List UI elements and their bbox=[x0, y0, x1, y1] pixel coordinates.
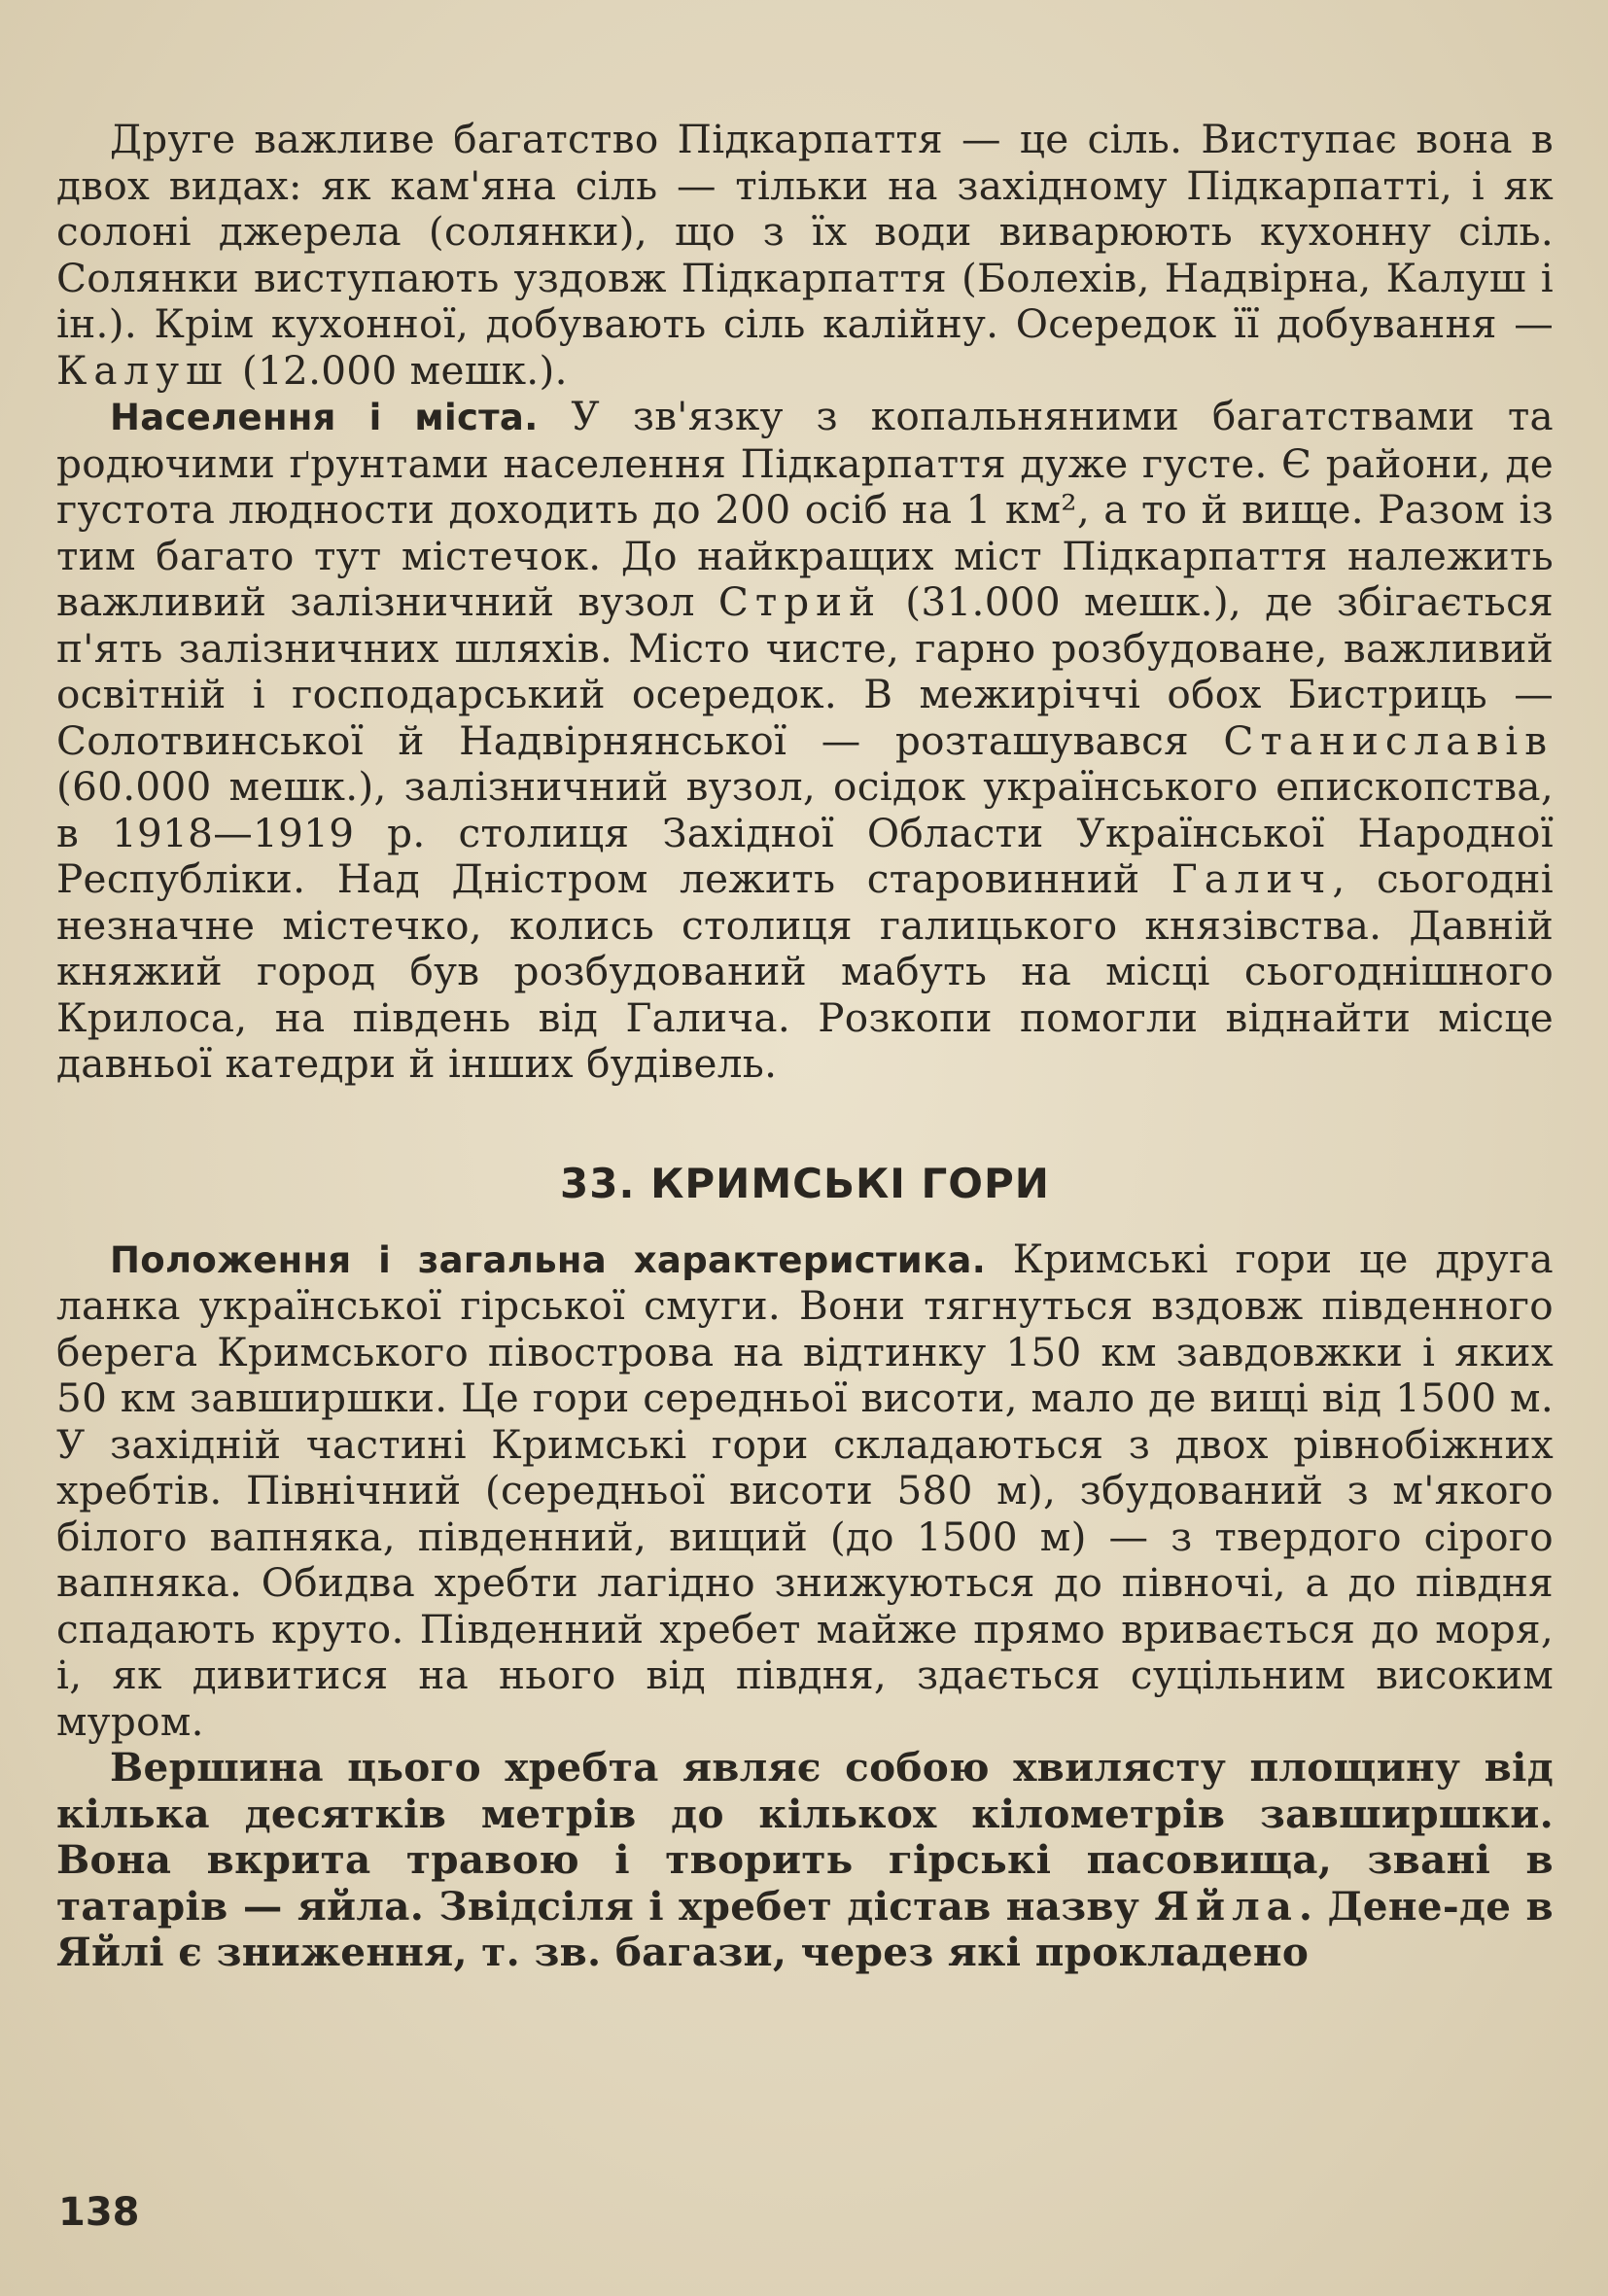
paragraph-population bbox=[56, 394, 1554, 1088]
text-run: Кримські гори це друга ланка української гірської смуги. Вони тягнуться вздовж південного берега Кримського півострова на відтинку 150 км завдовжки і яких 50 км завширшки. Це гори середньої висоти, мало де вищі від 1500 м. У західній частині Кримські гори складаються з двох рівнобіжних хребтів. Північний (середньої висоти 580 м), збудований з м'якого білого вапняка, південний, вищий (до 1500 м) — з твердого сірого вапняка. Обидва хребти лагідно знижуються до півночі, а до півдня спадають круто. Південний хребет майже прямо вривається до моря, і, як дивитися на нього від півдня, здається суцільним високим муром. bbox=[56, 1235, 1554, 1745]
text-run: , сьогодні незначне містечко, колись столиця галицького князівства. Давній княжий город був розбудований мабуть на місці сьогоднішного Крилоса, на південь від Галича. Розкопи помогли віднайти місце давньої катедри й інших будівель. bbox=[56, 855, 1554, 1087]
city-name-spaced: Станиславів bbox=[1223, 716, 1554, 764]
page-number: 138 bbox=[58, 2190, 140, 2235]
section-heading: 33. КРИМСЬКІ ГОРИ bbox=[560, 1159, 1050, 1207]
page-body bbox=[56, 117, 1554, 1976]
paragraph-salt bbox=[56, 117, 1554, 394]
paragraph-crimea-overview bbox=[56, 1236, 1554, 1746]
paragraph-lead: Положення і загальна характеристика. bbox=[110, 1238, 987, 1281]
text-run: (31.000 мешк.), де збігається п'ять залізничних шляхів. Місто чисте, гарно розбудоване, важливий освітній і господарський осередок. В межиріччі обох Бистриць — Солотвинської й Надвірнянської — розташувався bbox=[56, 578, 1554, 764]
paragraph-yayla bbox=[56, 1745, 1554, 1976]
text-run: Друге важливе багатство Підкарпаття — це сіль. Виступає вона в двох видах: як кам'яна сіль — тільки на західному Підкарпатті, і як солоні джерела (солянки), що з їх води виварюють кухонну сіль. Солянки виступають уздовж Підкарпаття (Болехів, Надвірна, Калуш і ін.). Крім кухонної, добувають сіль калійну. Осередок її добування — bbox=[56, 116, 1554, 347]
city-name-spaced: Калуш bbox=[56, 346, 229, 394]
text-run: (12.000 мешк.). bbox=[241, 346, 568, 394]
city-name-spaced: Галич bbox=[1171, 855, 1333, 902]
text-run: Вершина цього хребта являє собою хвилясту площину від кілька десятків метрів до кількох кілометрів завширшки. Вона вкрита травою і творить гірські пасовища, звані в татарів — яйла. Звідсіля і хребет дістав назву bbox=[56, 1744, 1554, 1930]
text-run: У зв'язку з копальняними багатствами та родючими ґрунтами населення Підкарпаття дуже густе. Є райони, де густота людности доходить до 200 осіб на 1 км², а то й вище. Разом із тим багато тут містечок. До найкращих міст Підкарпаття належить важливий залізничний вузол bbox=[56, 393, 1554, 625]
place-name-spaced: Яйла bbox=[1154, 1882, 1299, 1930]
text-run: . Дене-де в Яйлі є зниження, т. зв. багази, через які прокладено bbox=[56, 1882, 1554, 1975]
text-run: (60.000 мешк.), залізничний вузол, осідок українського епископства, в 1918—1919 р. столиця Західної Области Української Народної Республіки. Над Дністром лежить старовинний bbox=[56, 763, 1554, 902]
city-name-spaced: Стрий bbox=[717, 578, 883, 625]
paragraph-lead: Населення і міста. bbox=[110, 397, 539, 438]
